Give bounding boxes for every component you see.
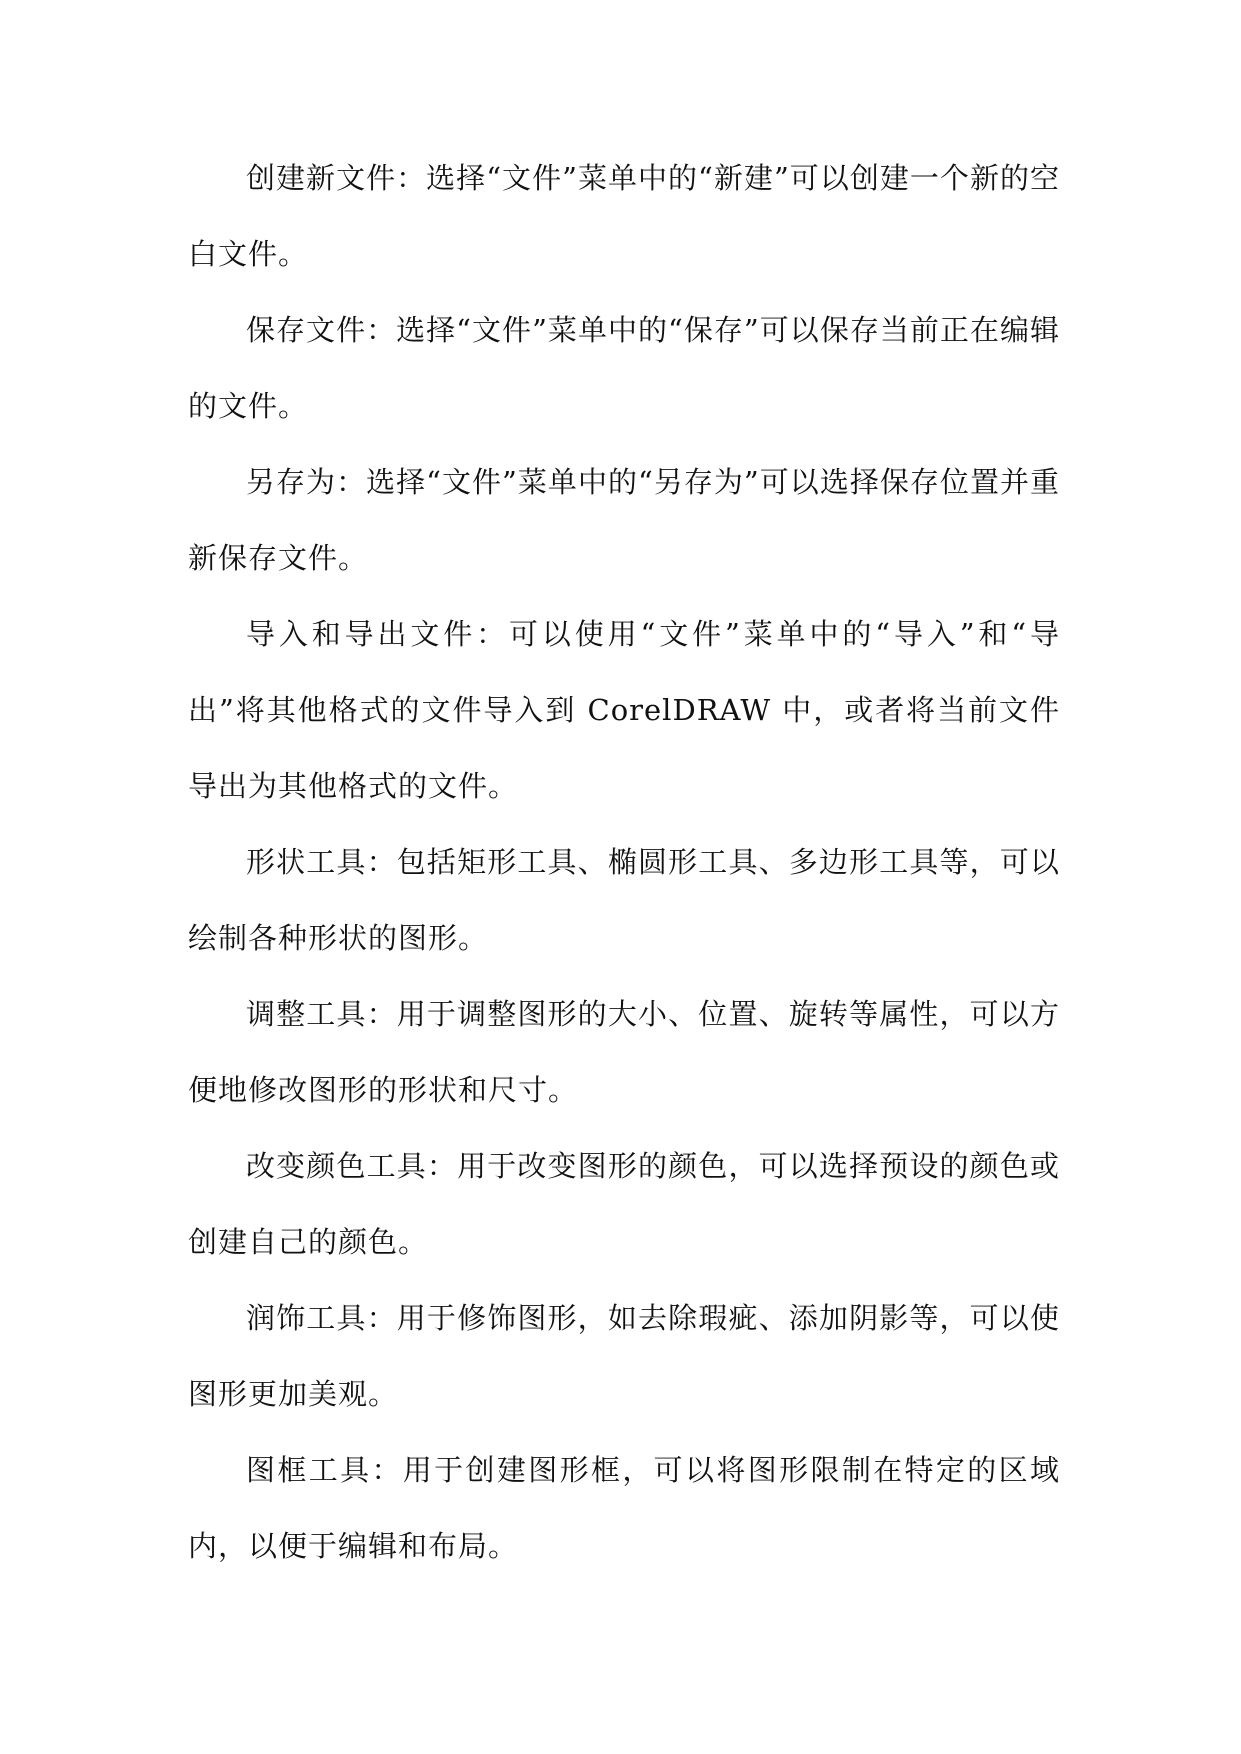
paragraph-shape-tool: 形状工具：包括矩形工具、椭圆形工具、多边形工具等，可以绘制各种形状的图形。 <box>188 845 1060 955</box>
paragraph-import-export: 导入和导出文件：可以使用“文件”菜单中的“导入”和“导出”将其他格式的文件导入到 CorelDRAW 中，或者将当前文件导出为其他格式的文件。 <box>188 617 1060 803</box>
document-body <box>188 140 1060 1584</box>
paragraph-save-file: 保存文件：选择“文件”菜单中的“保存”可以保存当前正在编辑的文件。 <box>188 313 1060 423</box>
paragraph-save-as: 另存为：选择“文件”菜单中的“另存为”可以选择保存位置并重新保存文件。 <box>188 465 1060 575</box>
paragraph-retouch-tool: 润饰工具：用于修饰图形，如去除瑕疵、添加阴影等，可以使图形更加美观。 <box>188 1301 1060 1411</box>
paragraph-adjust-tool: 调整工具：用于调整图形的大小、位置、旋转等属性，可以方便地修改图形的形状和尺寸。 <box>188 997 1060 1107</box>
paragraph-frame-tool: 图框工具：用于创建图形框，可以将图形限制在特定的区域内，以便于编辑和布局。 <box>188 1453 1060 1563</box>
paragraph-create-new-file: 创建新文件：选择“文件”菜单中的“新建”可以创建一个新的空白文件。 <box>188 161 1060 271</box>
paragraph-color-tool: 改变颜色工具：用于改变图形的颜色，可以选择预设的颜色或创建自己的颜色。 <box>188 1149 1060 1259</box>
